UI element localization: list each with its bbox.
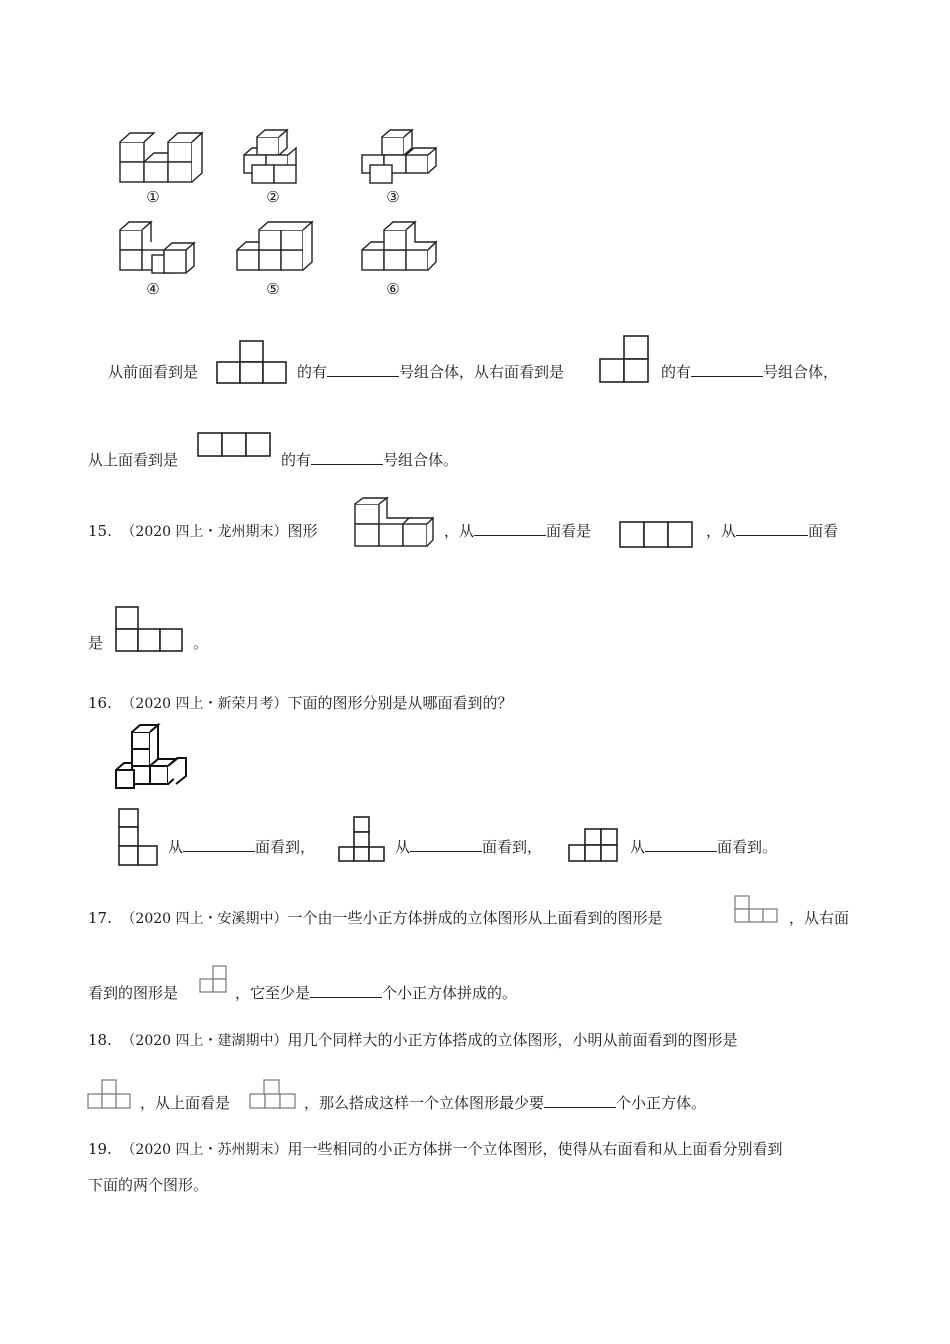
q17-line2: 看到的图形是 [88,984,179,1002]
fig-label-3: ③ [386,188,400,206]
q16-cube-figure [112,722,190,794]
cube-figure-2 [244,130,296,183]
answer-blank[interactable] [327,362,399,377]
fig-label-4: ④ [146,280,160,298]
q16-view-3 [567,828,619,864]
q19-line1: 19. （2020 四上・苏州期末）用一些相同的小正方体拼一个立体图形，使得从右面看和从上面看分别看到 [88,1140,783,1158]
q14-line2b: 的有 号组合体。 [281,451,459,469]
q15-line1c: ，从 面看 [706,522,839,540]
q15-view-2 [115,606,183,652]
q16-line2c: 从 面看到。 [630,838,778,856]
q14-line1b: 的有 号组合体，从右面看到是 [297,363,565,381]
q17-line2b: ，它至少是 个小正方体拼成的。 [235,984,518,1002]
q18-front-view [87,1079,133,1111]
q18-line2a: ，从上面看是 [140,1094,231,1112]
answer-blank[interactable] [691,362,763,377]
q14-line1c: 的有 号组合体， [661,363,839,381]
answer-blank[interactable] [311,450,383,465]
q14-line2: 从上面看到是 [88,451,179,469]
q15-cube-figure [353,496,435,550]
cube-figures-panel [112,125,442,305]
q19-line2: 下面的两个图形。 [88,1176,209,1194]
view-top-shape [197,432,271,458]
q16-view-2 [338,816,386,862]
q17-line1: 17. （2020 四上・安溪期中）一个由一些小正方体拼成的立体图形从上面看到的图形是 [88,909,663,927]
q15-view-1 [619,521,693,549]
q17-top-view [734,895,780,925]
fig-label-5: ⑤ [266,280,280,298]
q17-line1b: ，从右面 [789,909,850,927]
view-right-shape [599,335,651,383]
cube-figure-1 [120,133,202,182]
q16-line2a: 从 面看到， [168,838,316,856]
answer-blank[interactable] [544,1093,616,1108]
cube-figure-6 [362,222,436,270]
q16-line2b: 从 面看到， [395,838,543,856]
cube-figure-4 [120,222,194,273]
view-front-shape [216,340,288,384]
answer-blank[interactable] [736,521,808,536]
q18-line2b: ，那么搭成这样一个立体图形最少要 个小正方体。 [304,1094,707,1112]
answer-blank[interactable] [183,837,255,852]
q17-right-view [199,965,229,995]
q14-line1: 从前面看到是 [108,363,199,381]
q15-line1: 15. （2020 四上・龙州期末）图形 [88,522,318,540]
fig-label-2: ② [266,188,280,206]
answer-blank[interactable] [645,837,717,852]
answer-blank[interactable] [474,521,546,536]
cube-figure-5 [237,222,312,270]
q15-line1b: ，从 面看是 [444,522,592,540]
answer-blank[interactable] [310,983,382,998]
cube-figure-3 [362,130,436,183]
q16-line1: 16. （2020 四上・新荣月考）下面的图形分别是从哪面看到的？ [88,694,513,712]
fig-label-6: ⑥ [386,280,400,298]
q15-end: 。 [193,634,209,652]
answer-blank[interactable] [410,837,482,852]
q15-line2: 是 [88,634,104,652]
q16-view-1 [118,808,158,866]
fig-label-1: ① [146,188,160,206]
q18-top-view [249,1079,297,1111]
q18-line1: 18. （2020 四上・建湖期中）用几个同样大的小正方体搭成的立体图形，小明从前面看到的图形是 [88,1031,738,1049]
